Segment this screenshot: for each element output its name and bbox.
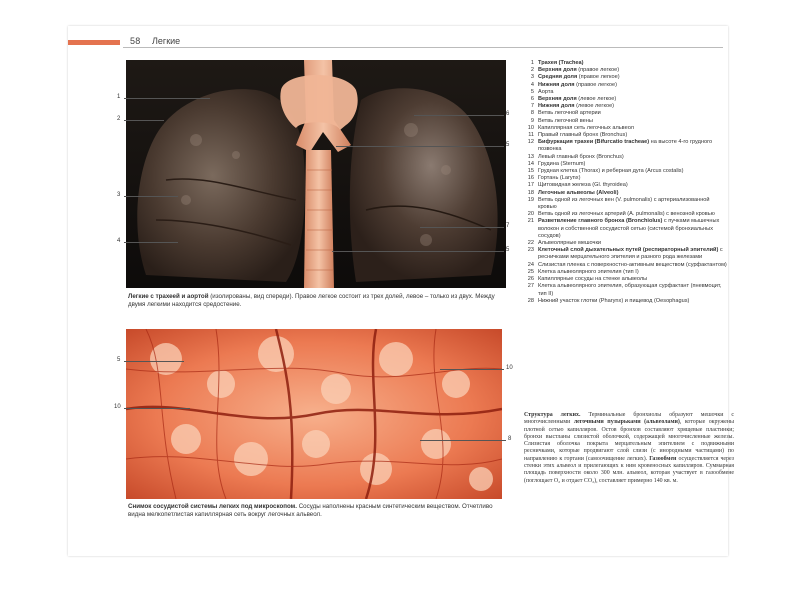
legend-number: 9 xyxy=(530,117,534,124)
legend-item xyxy=(524,74,729,81)
callout-number: 5 xyxy=(506,142,510,148)
callout-line xyxy=(124,361,184,362)
callout-number: 5 xyxy=(506,247,510,253)
legend-rest: Ветвь одной из легочных вен (V. pulmonalis) с артериализованной кровью xyxy=(538,196,710,211)
legend-number: 16 xyxy=(527,175,534,182)
structure-paragraph xyxy=(524,412,734,485)
legend-text xyxy=(538,168,729,175)
legend-rest: (левое легкое) xyxy=(574,103,615,110)
structure-text: Терминальные бронхиолы образуют мешочки с многочисленными xyxy=(524,412,734,426)
callout-line xyxy=(124,98,210,99)
lungs-photo xyxy=(126,60,506,288)
legend-text xyxy=(538,269,729,276)
legend-text xyxy=(538,190,729,197)
legend-number: 24 xyxy=(527,261,534,268)
legend-number: 4 xyxy=(530,81,534,88)
legend-text xyxy=(538,60,729,67)
legend-number: 15 xyxy=(527,168,534,175)
legend-item xyxy=(524,161,729,168)
header-accent-bar xyxy=(68,40,120,45)
callout-number: 10 xyxy=(114,404,121,410)
legend-number: 25 xyxy=(527,268,534,275)
figure1-caption xyxy=(128,293,508,309)
legend-item xyxy=(524,175,729,182)
legend-item xyxy=(524,67,729,74)
structure-bold-term: Газообмен xyxy=(649,455,677,462)
legend-item xyxy=(524,110,729,117)
legend-number: 1 xyxy=(530,60,534,66)
legend-rest: Альвеолярные мешочки xyxy=(538,240,602,247)
callout-line xyxy=(336,146,504,147)
legend-rest: Капиллярная сеть легочных альвеол xyxy=(538,124,634,131)
legend-number: 10 xyxy=(527,124,534,131)
legend-bold: Верхняя доля xyxy=(538,67,577,74)
legend-text xyxy=(538,175,729,182)
callout-line xyxy=(414,115,504,116)
legend-number: 13 xyxy=(527,153,534,160)
legend-item xyxy=(524,96,729,103)
legend-bold: Верхняя доля xyxy=(538,96,577,103)
legend-text xyxy=(538,298,729,305)
legend-number: 23 xyxy=(527,247,534,254)
callout-line xyxy=(124,408,190,409)
legend-rest: на высоте 4-го грудного позвонка xyxy=(538,139,713,153)
legend-rest: (правое легкое) xyxy=(576,67,620,74)
legend-number: 14 xyxy=(527,160,534,167)
legend-item xyxy=(524,197,729,211)
structure-text: , которые окружены плотной сетью капилляров. Остов бронхов составляют хрящевые пластинки; бронхи выстланы слизистой оболочкой, содержащей многочисленные железы. Слизистая оболочка покрыта мерцательным эпителием с подвижными ресничками, которые продвигают слой слизи (с инородными частицами) по направлению к гортани (самоочищение легких). xyxy=(524,419,734,462)
legend-rest: Щитовидная железа (Gl. thyroidea) xyxy=(538,182,628,189)
legend-text xyxy=(538,67,729,74)
callout-number: 1 xyxy=(117,94,121,100)
structure-heading: Структура легких. xyxy=(524,412,581,418)
header-rule xyxy=(123,47,723,48)
legend-rest: Капиллярные сосуды на стенке альвеолы xyxy=(538,276,648,283)
legend-item xyxy=(524,247,729,261)
legend-rest: Клетка альвеолярного эпителия (тип I) xyxy=(538,268,639,275)
caption-text: Сосуды наполнены красным синтетическим веществом. Отчетливо видна мелкопетлистая капиллярная сеть вокруг легочных альвеол. xyxy=(128,503,493,518)
legend-item xyxy=(524,269,729,276)
page-title: Легкие xyxy=(152,36,181,46)
legend-item xyxy=(524,118,729,125)
legend-rest: Ветвь легочной артерии xyxy=(538,110,601,117)
legend-rest: (левое легкое) xyxy=(576,96,617,103)
legend-rest: Ветвь легочной вены xyxy=(538,117,593,124)
legend-number: 19 xyxy=(527,196,534,203)
page-number: 58 xyxy=(130,36,141,46)
callout-number: 8 xyxy=(508,436,512,442)
callout-number: 5 xyxy=(117,357,121,363)
legend-text xyxy=(538,283,729,297)
legend-text xyxy=(538,154,729,161)
legend-rest: Нижний участок глотки (Pharynx) и пищевод (Oesophagus) xyxy=(538,297,690,304)
legend-number: 7 xyxy=(530,103,534,110)
legend-text xyxy=(538,74,729,81)
caption-bold: Легкие с трахеей и аортой xyxy=(128,293,209,300)
legend-number: 22 xyxy=(527,240,534,247)
legend-number: 18 xyxy=(527,189,534,196)
legend-text xyxy=(538,96,729,103)
callout-line xyxy=(440,369,504,370)
callout-number: 7 xyxy=(506,223,510,229)
legend-number: 28 xyxy=(527,297,534,304)
structure-bold-term: легочными пузырьками (альвеолами) xyxy=(573,419,680,426)
legend-item xyxy=(524,218,729,240)
legend-rest: (правое легкое) xyxy=(574,81,617,88)
legend-bold: Клеточный слой дыхательных путей (респираторный эпителий) xyxy=(538,247,719,254)
legend-bold: Бифуркация трахеи (Bifurcatio tracheae) xyxy=(538,139,650,146)
legend-item xyxy=(524,60,729,67)
figure2-caption xyxy=(128,503,508,519)
callout-number: 6 xyxy=(506,111,510,117)
callout-line xyxy=(124,242,178,243)
legend-text xyxy=(538,139,729,153)
legend-item xyxy=(524,283,729,297)
legend-text xyxy=(538,218,729,240)
legend-rest: (правое легкое) xyxy=(577,74,620,81)
legend-number: 11 xyxy=(528,132,534,139)
legend-item xyxy=(524,182,729,189)
legend-number: 12 xyxy=(527,139,534,146)
legend-rest: Слизистая пленка с поверхностно-активным веществом (сурфактантом) xyxy=(538,261,727,268)
caption-text: (изолированы, вид спереди). Правое легкое состоит из трех долей, левое – только из двух. Между двумя легкими находится средостение. xyxy=(128,293,495,308)
legend-number: 3 xyxy=(530,74,534,81)
legend-bold: Легочные альвеолы (Alveoli) xyxy=(538,189,619,196)
legend-number: 21 xyxy=(527,218,534,225)
legend-rest: Грудная клетка (Thorax) и реберная дуга (Arcus costalis) xyxy=(538,168,684,175)
legend-item xyxy=(524,190,729,197)
legend-text xyxy=(538,118,729,125)
callout-line xyxy=(420,440,506,441)
legend-text xyxy=(538,125,729,132)
callout-line xyxy=(332,251,504,252)
legend-number: 20 xyxy=(527,211,534,218)
legend-number: 5 xyxy=(530,88,534,95)
legend-text xyxy=(538,89,729,96)
legend-item xyxy=(524,125,729,132)
caption-bold: Снимок сосудистой системы легких под микроскопом. xyxy=(128,503,297,510)
legend-number: 6 xyxy=(530,96,534,103)
legend-number: 27 xyxy=(527,283,534,290)
legend-text xyxy=(538,247,729,261)
legend-text xyxy=(538,161,729,168)
microscope-photo xyxy=(126,329,502,499)
callout-number: 10 xyxy=(506,365,513,371)
legend-rest: Грудина (Sternum) xyxy=(538,160,586,167)
callout-line xyxy=(124,196,178,197)
callout-line xyxy=(124,120,164,121)
legend-item xyxy=(524,82,729,89)
legend-bold: Разветвление главного бронха (Bronchiolus) xyxy=(538,218,663,225)
legend-bold: Нижняя доля xyxy=(538,81,575,88)
legend-text xyxy=(538,197,729,211)
legend-text xyxy=(538,262,729,269)
legend-number: 8 xyxy=(530,110,534,117)
legend-bold: Трахея (Trachea) xyxy=(538,60,584,66)
legend-rest: Ветвь одной из легочных артерий (A. pulmonalis) с венозной кровью xyxy=(538,211,715,218)
legend-item xyxy=(524,276,729,283)
legend-item xyxy=(524,154,729,161)
legend-item xyxy=(524,89,729,96)
legend-bold: Нижняя доля xyxy=(538,103,575,110)
callout-number: 4 xyxy=(117,238,121,244)
legend-number: 2 xyxy=(530,67,534,74)
legend-rest: Левый главный бронх (Bronchus) xyxy=(538,153,624,160)
legend-number: 17 xyxy=(527,182,534,189)
legend-item xyxy=(524,168,729,175)
legend-item xyxy=(524,298,729,305)
callout-number: 3 xyxy=(117,192,121,198)
legend-number: 26 xyxy=(527,276,534,283)
callout-line xyxy=(420,227,504,228)
legend-text xyxy=(538,276,729,283)
legend-item xyxy=(524,262,729,269)
legend-rest: Аорта xyxy=(538,88,554,95)
callout-number: 2 xyxy=(117,116,121,122)
legend-rest: с пучками мышечных волокон и собственной сосудистой сетью (системой бронхиальных сосудов) xyxy=(538,218,720,239)
structure-text: осуществляется через стенки этих альвеол и прилегающих к ним кровеносных капилляров. Суммарная площадь поверхности около 300 млн. альвеол, которая участвует в газообмене (поглощает O₂ и отдает CO₂), составляет примерно 140 кв. м. xyxy=(524,455,735,484)
legend-bold: Средняя доля xyxy=(538,74,578,81)
legend-rest: Гортань (Larynx) xyxy=(538,175,581,182)
legend-item xyxy=(524,139,729,153)
legend-rest: Клетка альвеолярного эпителия, образующая сурфактант (пневмоцит, тип II) xyxy=(538,283,722,297)
legend-rest: Правый главный бронх (Bronchus) xyxy=(538,132,628,139)
legend-text xyxy=(538,82,729,89)
legend-rest: с ресничками мерцательного эпителия и разного рода железами xyxy=(538,247,723,261)
legend-list xyxy=(524,60,729,305)
legend-text xyxy=(538,110,729,117)
legend-text xyxy=(538,182,729,189)
